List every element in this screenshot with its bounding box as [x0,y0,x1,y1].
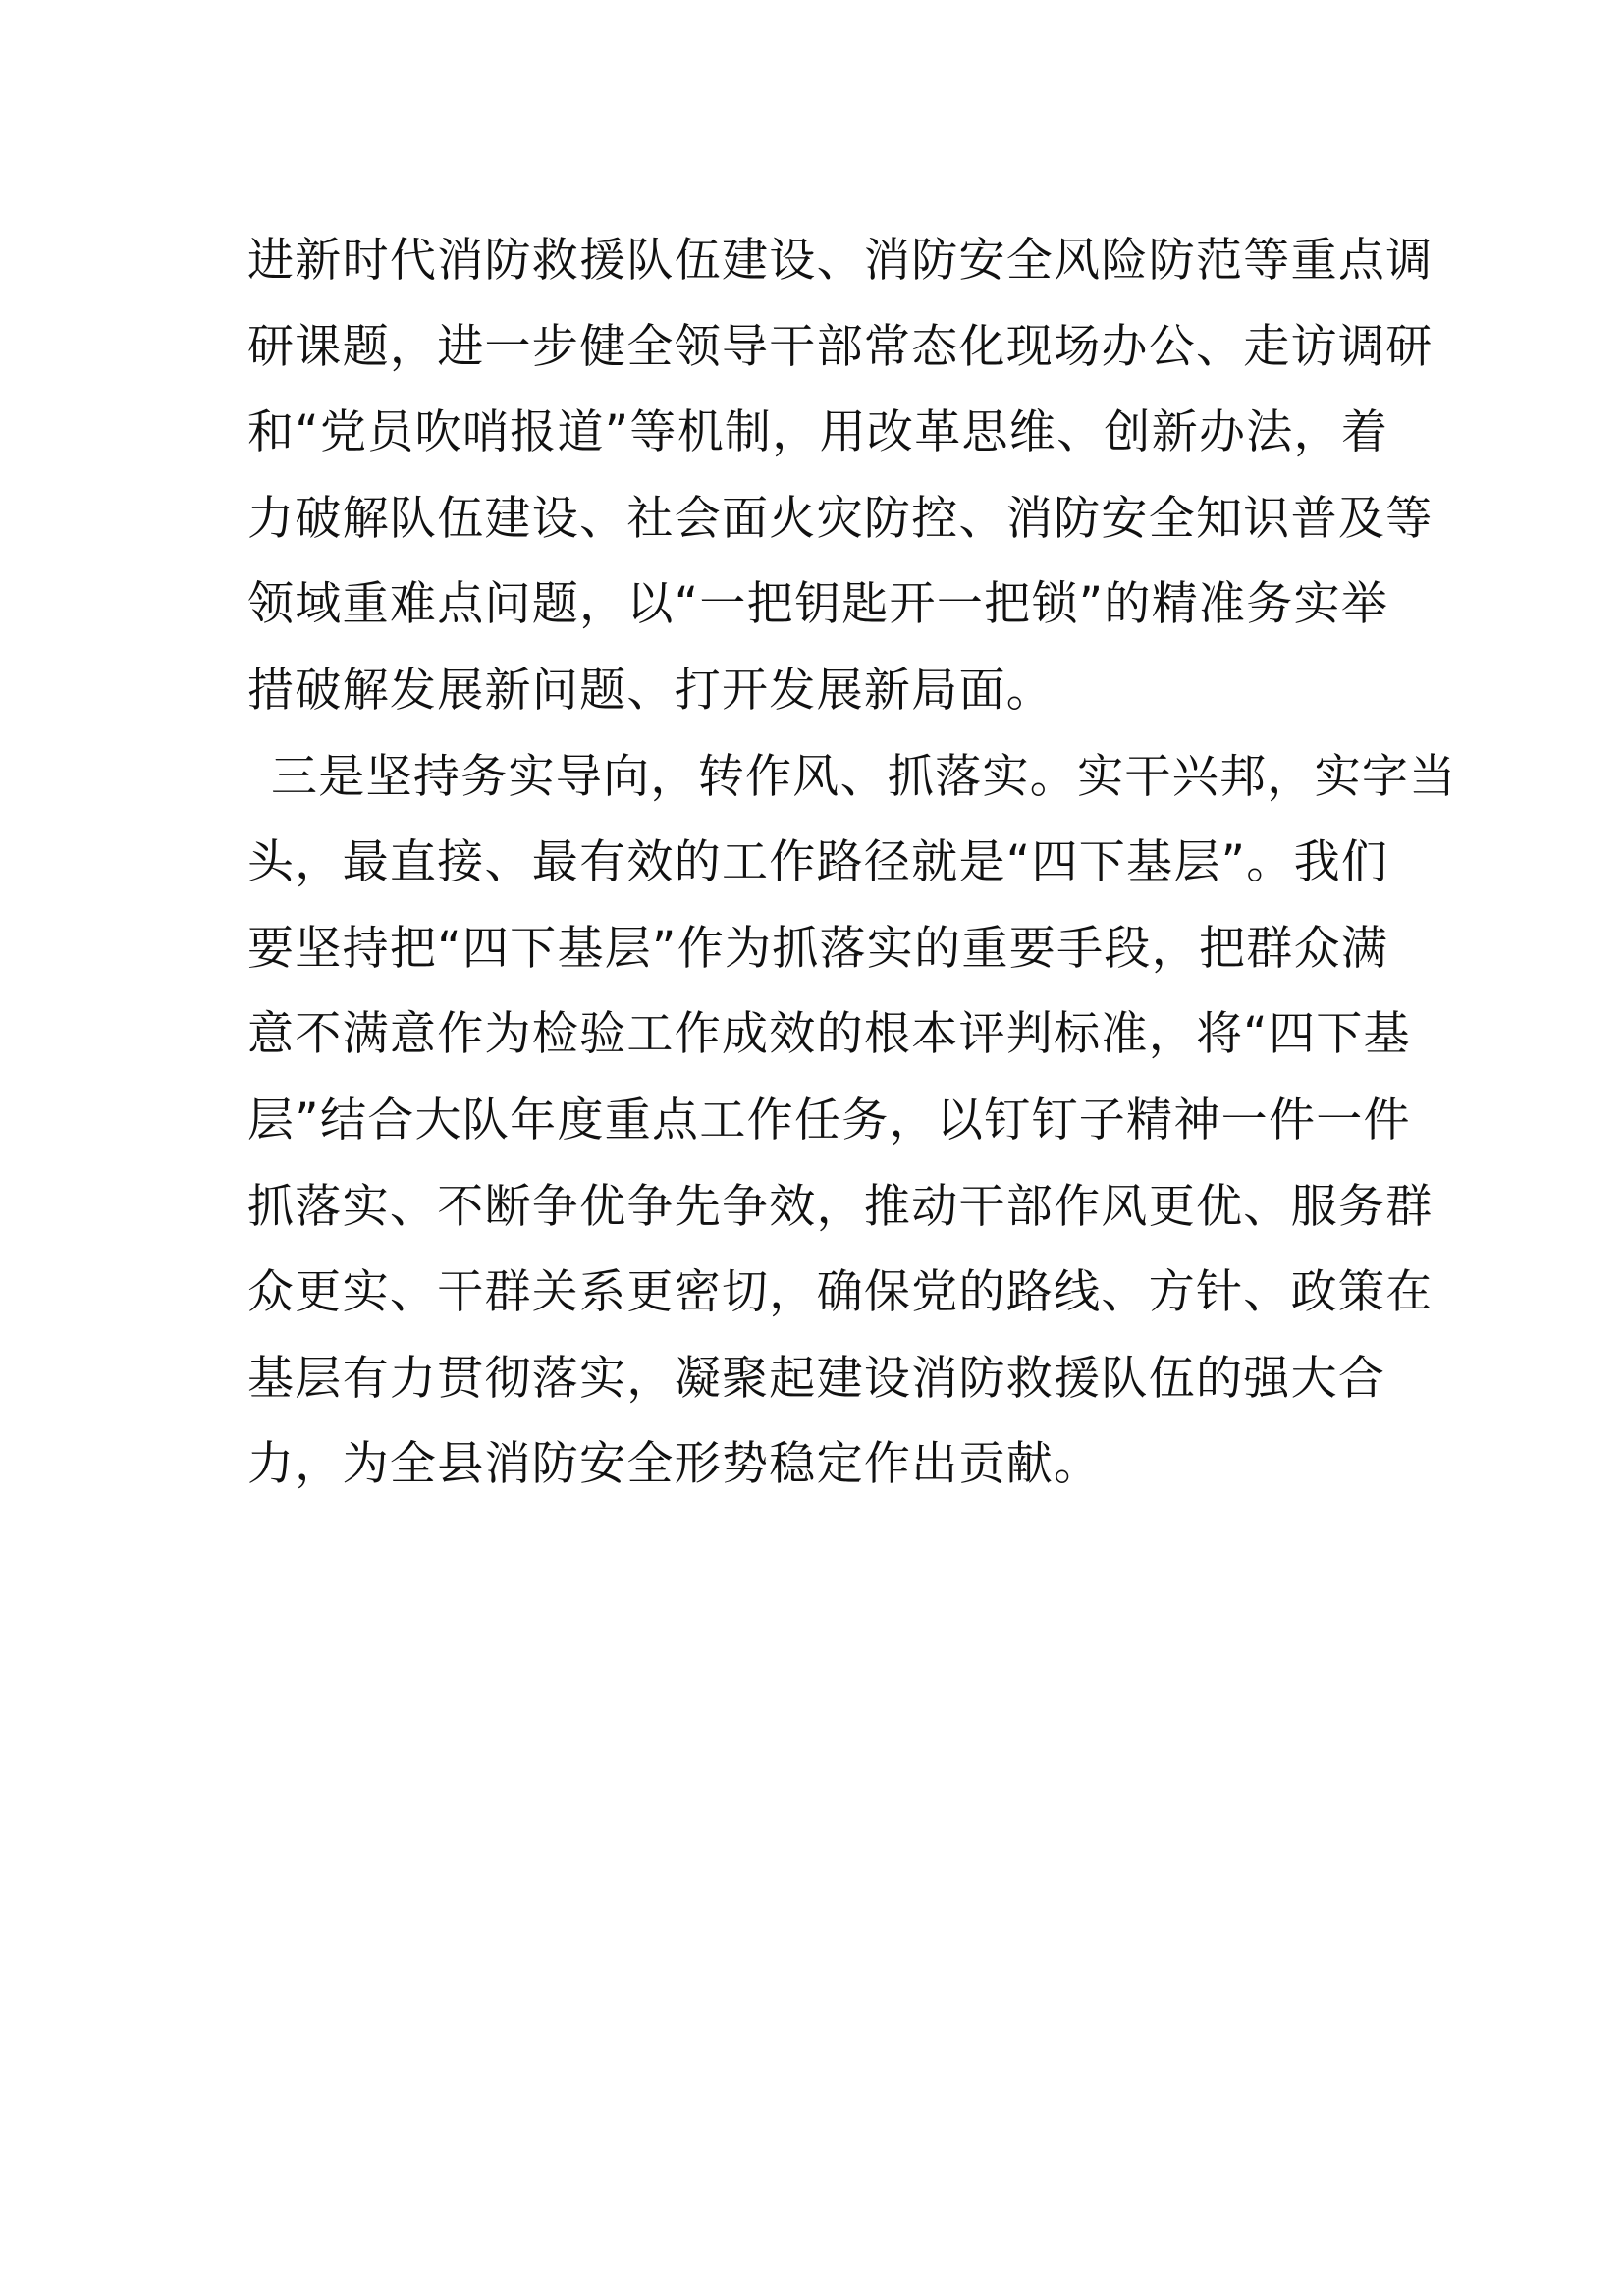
paragraph-1-line-5: 领域重难点问题，以“一把钥匙开一把锁”的精准务实举 [247,577,1389,632]
paragraph-2-line-1: 三是坚持务实导向，转作风、抓落实。实干兴邦，实字当 [271,749,1457,804]
paragraph-2-line-5: 层”结合大队年度重点工作任务，以钉钉子精神一件一件 [247,1093,1411,1148]
paragraph-2-line-3: 要坚持把“四下基层”作为抓落实的重要手段，把群众满 [247,921,1389,976]
paragraph-2-line-2: 头，最直接、最有效的工作路径就是“四下基层”。我们 [247,835,1389,890]
paragraph-2-line-6: 抓落实、不断争优争先争效，推动干部作风更优、服务群 [247,1179,1434,1234]
paragraph-1-line-4: 力破解队伍建设、社会面火灾防控、消防安全知识普及等 [247,491,1434,546]
document-body [247,218,1457,1508]
paragraph-1-line-2: 研课题，进一步健全领导干部常态化现场办公、走访调研 [247,319,1434,374]
paragraph-1-line-1: 进新时代消防救援队伍建设、消防安全风险防范等重点调 [247,234,1434,288]
paragraph-2-line-7: 众更实、干群关系更密切，确保党的路线、方针、政策在 [247,1265,1434,1320]
paragraph-2-line-9: 力，为全县消防安全形势稳定作出贡献。 [247,1437,1102,1492]
paragraph-2-line-4: 意不满意作为检验工作成效的根本评判标准，将“四下基 [247,1007,1411,1062]
paragraph-1-line-3: 和“党员吹哨报道”等机制，用改革思维、创新办法，着 [247,405,1389,460]
paragraph-2-line-8: 基层有力贯彻落实，凝聚起建设消防救援队伍的强大合 [247,1351,1386,1406]
paragraph-1-line-6: 措破解发展新问题、打开发展新局面。 [247,663,1055,718]
